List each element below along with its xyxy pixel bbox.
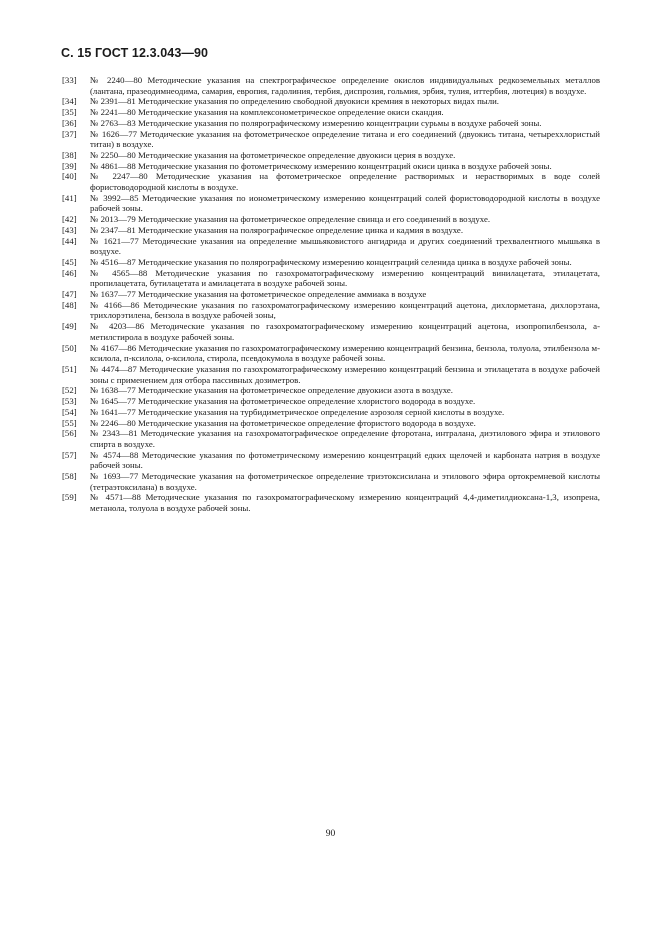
- reference-item: [62, 343, 600, 364]
- reference-item: [62, 364, 600, 385]
- reference-item: [62, 161, 600, 172]
- reference-text: № 4571—88 Методические указания по газохроматографическому измерению концентраций 4,4-диметилдиоксана-1,3, изопрена, метанола, толуола в воздухе рабочей зоны.: [90, 492, 600, 514]
- reference-number: [35]: [62, 107, 77, 118]
- reference-text: № 3992—85 Методические указания по ионометрическому измерению концентраций солей фористоводородной кислоты в воздухе рабочей зоны.: [90, 192, 600, 214]
- reference-number: [57]: [62, 449, 77, 460]
- reference-number: [47]: [62, 289, 77, 300]
- reference-text: № 2247—80 Методические указания на фотометрическое определение растворимых и нерастворимых в воде солей фористоводородной кислоты в воздухе.: [90, 171, 600, 193]
- reference-list: [62, 75, 600, 514]
- reference-text: № 4565—88 Методические указания по газохроматографическому измерению концентраций винилацетата, этилацетата, пропилацетата, бутилацетата и амилацетата в воздухе рабочей зоны.: [90, 267, 600, 289]
- reference-number: [50]: [62, 342, 77, 353]
- reference-item: [62, 118, 600, 129]
- reference-text: № 4574—88 Методические указания по фотометрическому измерению концентраций едких щелочей и карбоната натрия в воздухе рабочей зоны.: [90, 449, 600, 471]
- reference-item: [62, 300, 600, 321]
- reference-text: № 4166—86 Методические указания по газохроматографическому измерению концентраций ацетона, дихлорметана, дихлорэтана, трихлорэтилена, бензола в воздухе рабочей зоны,: [90, 299, 600, 321]
- reference-item: [62, 214, 600, 225]
- reference-number: [54]: [62, 406, 77, 417]
- reference-number: [40]: [62, 171, 77, 182]
- reference-text: № 1641—77 Методические указания на турбидиметрическое определение аэрозоля серной кислоты в воздухе.: [90, 406, 505, 417]
- reference-number: [48]: [62, 299, 77, 310]
- reference-number: [59]: [62, 492, 77, 503]
- reference-item: [62, 107, 600, 118]
- reference-item: [62, 257, 600, 268]
- reference-text: № 1637—77 Методические указания на фотометрическое определение аммиака в воздухе: [90, 289, 427, 300]
- reference-text: № 4861—88 Методические указания по фотометрическому измерению концентраций окиси цинка в воздухе рабочей зоны.: [90, 160, 552, 171]
- reference-number: [52]: [62, 385, 77, 396]
- reference-text: № 2246—80 Методические указания на фотометрическое определение фтористого водорода в воздухе.: [90, 417, 476, 428]
- reference-number: [46]: [62, 267, 77, 278]
- reference-item: [62, 321, 600, 342]
- reference-item: [62, 150, 600, 161]
- reference-item: [62, 268, 600, 289]
- reference-item: [62, 289, 600, 300]
- reference-item: [62, 193, 600, 214]
- reference-item: [62, 75, 600, 96]
- reference-number: [51]: [62, 363, 77, 374]
- reference-item: [62, 225, 600, 236]
- reference-text: № 2391—81 Методические указания по определению свободной двуокиси кремния в некоторых видах пыли.: [90, 96, 499, 107]
- reference-number: [34]: [62, 96, 77, 107]
- reference-text: № 4516—87 Методические указания по полярографическому измерению концентраций селенида цинка в воздухе рабочей зоны.: [90, 256, 572, 267]
- reference-text: № 1645—77 Методические указания на фотометрическое определение хлористого водорода в воздухе.: [90, 396, 476, 407]
- reference-number: [56]: [62, 428, 77, 439]
- reference-text: № 2241—80 Методические указания на комплексонометрическое определение окиси скандия.: [90, 107, 444, 118]
- reference-text: № 1626—77 Методические указания на фотометрическое определение титана и его соединений (двуокись титана, четыреххлористый титан) в воздухе.: [90, 128, 600, 150]
- reference-number: [44]: [62, 235, 77, 246]
- reference-item: [62, 471, 600, 492]
- reference-number: [45]: [62, 256, 77, 267]
- reference-number: [38]: [62, 149, 77, 160]
- reference-text: № 1693—77 Методические указания на фотометрическое определение триэтоксисилана и этилового эфира ортокремневой кислоты (тетраэтоксилана) в воздухе.: [90, 471, 600, 492]
- reference-text: № 2763—83 Методические указания по полярографическому измерению концентрации сурьмы в воздухе рабочей зоны.: [90, 117, 542, 128]
- reference-number: [37]: [62, 128, 77, 139]
- reference-number: [39]: [62, 160, 77, 171]
- reference-item: [62, 171, 600, 192]
- reference-number: [49]: [62, 321, 77, 332]
- page-number: 90: [325, 829, 336, 839]
- reference-item: [62, 129, 600, 150]
- reference-text: № 2250—80 Методические указания на фотометрическое определение двуокиси церия в воздухе.: [90, 149, 456, 160]
- reference-number: [58]: [62, 471, 77, 482]
- reference-item: [62, 450, 600, 471]
- reference-item: [62, 396, 600, 407]
- reference-text: № 2013—79 Методические указания на фотометрическое определение свинца и его соединений в воздухе.: [90, 214, 491, 225]
- reference-number: [53]: [62, 396, 77, 407]
- reference-item: [62, 428, 600, 449]
- reference-number: [43]: [62, 224, 77, 235]
- reference-number: [42]: [62, 214, 77, 225]
- reference-text: № 2347—81 Методические указания на полярографическое определение цинка и кадмия в воздухе.: [90, 224, 464, 235]
- reference-text: № 1638—77 Методические указания на фотометрическое определение двуокиси азота в воздухе.: [90, 385, 454, 396]
- reference-number: [41]: [62, 192, 77, 203]
- reference-text: № 4167—86 Методические указания по газохроматографическому измерению концентраций бензина, бензола, толуола, этилбензола м-ксилола, п-ксилола, о-ксилола, стирола, псевдокумола в воздухе рабочей зоны.: [90, 342, 600, 364]
- reference-item: [62, 385, 600, 396]
- reference-item: [62, 407, 600, 418]
- reference-item: [62, 236, 600, 257]
- reference-number: [33]: [62, 75, 77, 85]
- reference-text: № 4474—87 Методические указания по газохроматографическому измерению концентраций бензина и этилацетата в воздухе рабочей зоны с применением для отбора пассивных дозиметров.: [90, 363, 600, 385]
- reference-item: [62, 418, 600, 429]
- reference-text: № 2240—80 Методические указания на спектрографическое определение окислов индивидуальных редкоземельных металлов (лантана, празеодимнеодима, самария, европия, гадолиния, тербия, диспрозия, гольмия, эрбия, тулия, иттербия, лютеция) в воздухе.: [90, 75, 600, 96]
- reference-text: № 1621—77 Методические указания на определение мышьяковистого ангидрида и других соединений трехвалентного мышьяка в воздухе.: [90, 235, 600, 257]
- reference-text: № 4203—86 Методические указания по газохроматографическому измерению концентраций ацетона, изопропилбензола, а-метилстирола в воздухе рабочей зоны.: [90, 321, 600, 342]
- reference-item: [62, 492, 600, 513]
- reference-number: [55]: [62, 417, 77, 428]
- reference-text: № 2343—81 Методические указания на газохроматографическое определение фторотана, интралана, диэтилового эфира и этилового спирта в воздухе.: [90, 428, 600, 449]
- reference-number: [36]: [62, 117, 77, 128]
- page-header: С. 15 ГОСТ 12.3.043—90: [61, 46, 209, 60]
- reference-item: [62, 96, 600, 107]
